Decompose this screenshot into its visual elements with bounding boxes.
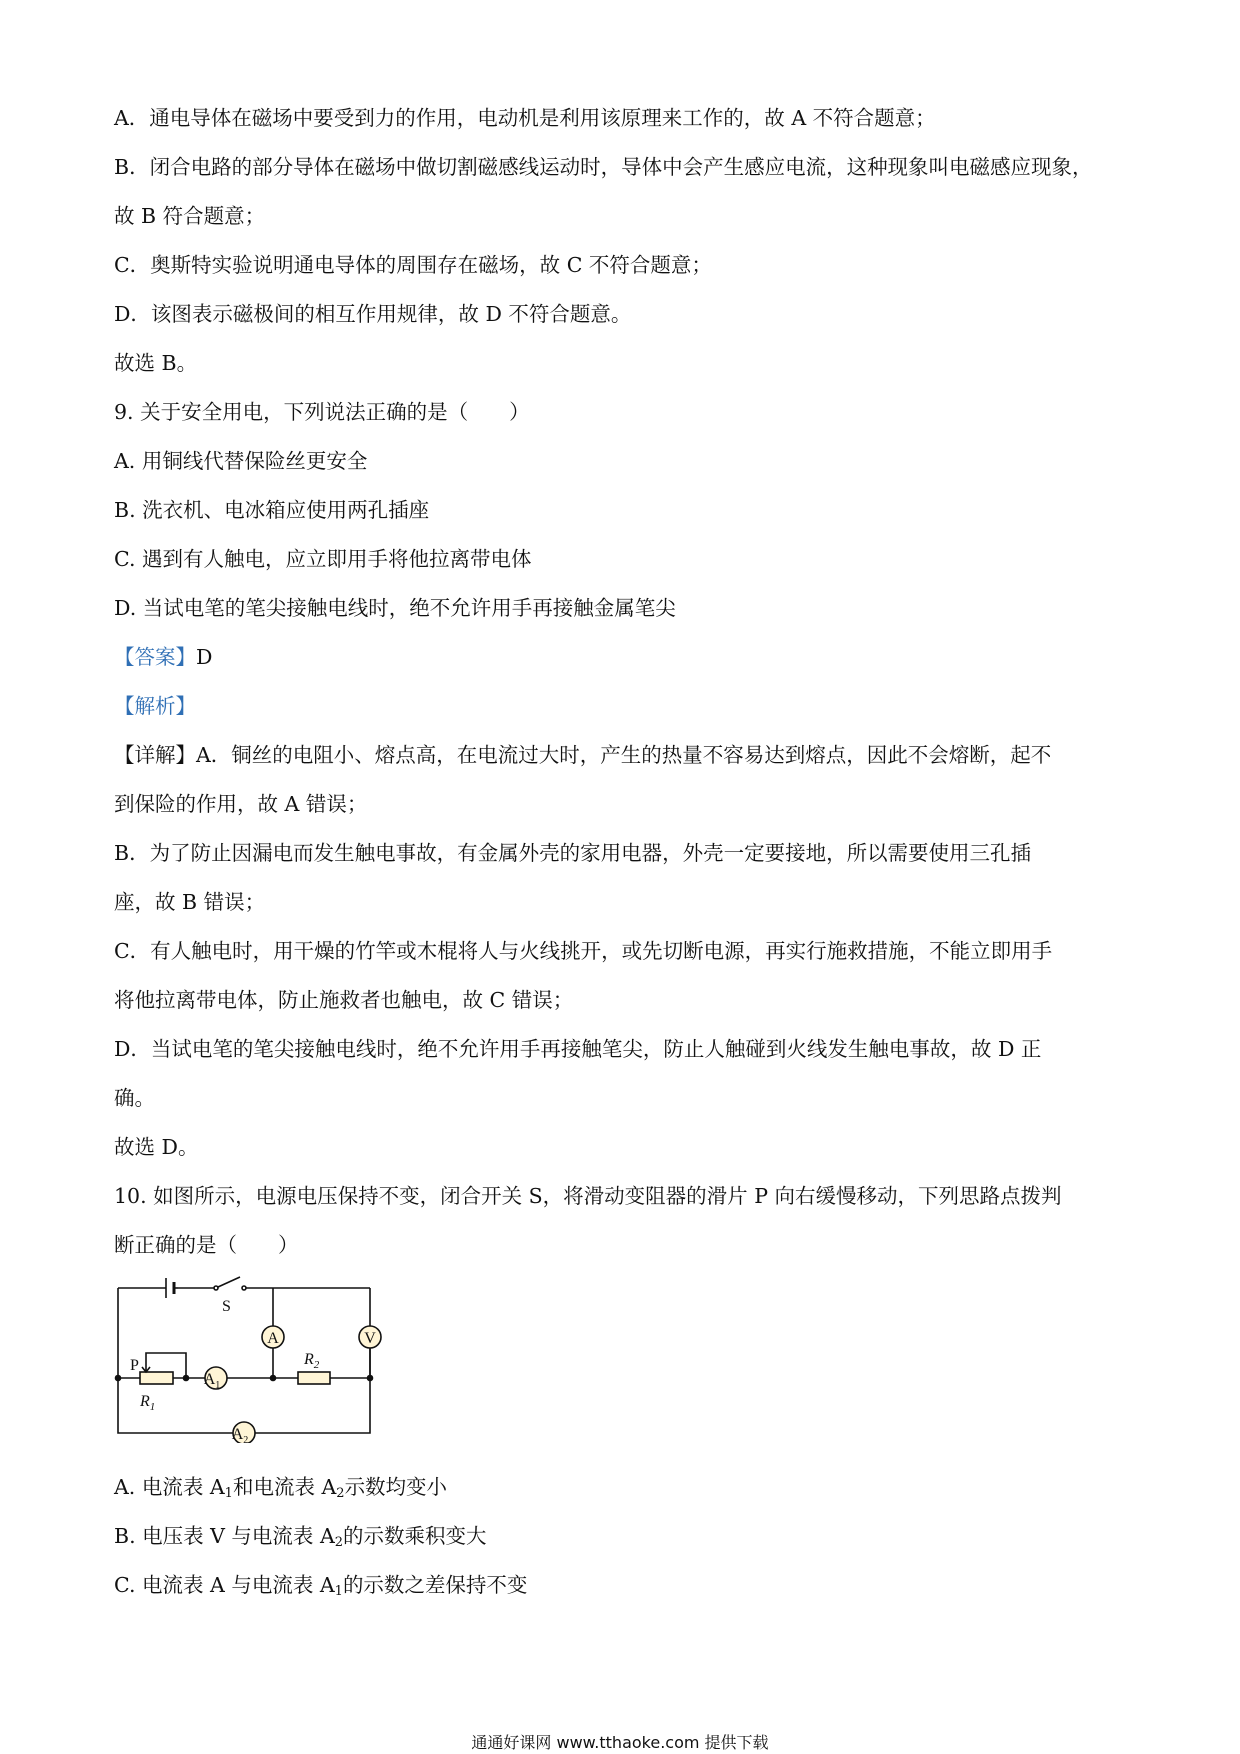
voltmeter-v-label: V <box>364 1330 376 1347</box>
r2-sub: 2 <box>313 1359 320 1371</box>
answer-label: 【答案】 <box>114 645 196 669</box>
q9-answer <box>114 642 212 672</box>
slider-arrow <box>142 1366 150 1372</box>
r2-label <box>303 1351 320 1371</box>
opt-a-sub-1: 1 <box>224 1486 233 1501</box>
opt-b-text-1: B. 电压表 V 与电流表 A <box>114 1524 335 1548</box>
opt-c-text-2: 的示数之差保持不变 <box>342 1573 528 1597</box>
switch-label: S <box>222 1298 231 1315</box>
node-slider <box>184 1376 189 1381</box>
answer-value: D <box>196 645 213 669</box>
outer-wire <box>118 1288 370 1433</box>
r1-letter: R <box>140 1393 150 1410</box>
switch-contact-right <box>242 1286 246 1290</box>
analysis-line-a: A．通电导体在磁场中要受到力的作用，电动机是利用该原理来工作的，故 A 不符合题意； <box>114 106 936 130</box>
q10-stem: 10. 如图所示，电源电压保持不变，闭合开关 S，将滑动变阻器的滑片 P 向右缓慢移动，下列思路点拨判 <box>114 1184 1062 1208</box>
opt-c-text-1: C. 电流表 A 与电流表 A <box>114 1573 335 1597</box>
analysis-line-c: C．奥斯特实验说明通电导体的周围存在磁场，故 C 不符合题意； <box>114 253 712 277</box>
q10-option-a <box>114 1472 447 1509</box>
a1-letter: A <box>203 1371 216 1388</box>
q9-detail-2: 到保险的作用，故 A 错误； <box>114 792 368 816</box>
q9-detail-8: 确。 <box>114 1086 155 1110</box>
r2-letter: R <box>304 1351 314 1368</box>
r1-sub: 1 <box>149 1401 156 1413</box>
a2-letter: A <box>231 1426 244 1443</box>
q9-conclusion: 故选 D。 <box>114 1135 199 1159</box>
rheostat-r1 <box>140 1372 173 1384</box>
detail-text: A．铜丝的电阻小、熔点高，在电流过大时，产生的热量不容易达到熔点，因此不会熔断，起不 <box>196 743 1052 767</box>
opt-a-text-1: A. 电流表 A <box>114 1475 225 1499</box>
analysis-conclusion: 故选 B。 <box>114 351 198 375</box>
analysis-label: 【解析】 <box>114 694 196 718</box>
q9-option-d: D. 当试电笔的笔尖接触电线时，绝不允许用手再接触金属笔尖 <box>114 596 676 620</box>
node-right <box>368 1376 373 1381</box>
q9-detail-7: D．当试电笔的笔尖接触电线时，绝不允许用手再接触笔尖，防止人触碰到火线发生触电事故，故 D 正 <box>114 1037 1042 1061</box>
analysis-line-b-cont: 故 B 符合题意； <box>114 204 266 228</box>
q9-detail-4: 座，故 B 错误； <box>114 890 266 914</box>
r1-label <box>139 1393 155 1413</box>
q10-stem-cont: 断正确的是（ ） <box>114 1233 299 1257</box>
a2-sub: 2 <box>243 1435 249 1443</box>
q9-detail-6: 将他拉离带电体，防止施救者也触电，故 C 错误； <box>114 988 574 1012</box>
slider-label: P <box>130 1357 139 1374</box>
opt-a-text-2: 和电流表 A <box>232 1475 337 1499</box>
q10-option-c <box>114 1570 527 1607</box>
q9-detail-1 <box>114 740 1051 770</box>
node-left <box>116 1376 121 1381</box>
opt-b-sub-1: 2 <box>334 1535 344 1550</box>
switch-contact-left <box>214 1286 218 1290</box>
q10-option-b <box>114 1521 487 1558</box>
opt-b-text-2: 的示数乘积变大 <box>343 1524 487 1548</box>
opt-c-sub-1: 1 <box>334 1584 343 1599</box>
q9-option-b: B. 洗衣机、电冰箱应使用两孔插座 <box>114 498 430 522</box>
circuit-diagram <box>108 1268 398 1443</box>
q9-detail-5: C．有人触电时，用干燥的竹竿或木棍将人与火线挑开，或先切断电源，再实行施救措施，不能立即用手 <box>114 939 1053 963</box>
q9-stem: 9. 关于安全用电，下列说法正确的是（ ） <box>114 400 530 424</box>
opt-a-sub-2: 2 <box>336 1486 345 1501</box>
page-footer: 通通好课网 www.tthaoke.com 提供下载 <box>471 1733 769 1752</box>
opt-a-text-3: 示数均变小 <box>344 1475 448 1499</box>
q9-option-c: C. 遇到有人触电，应立即用手将他拉离带电体 <box>114 547 532 571</box>
analysis-line-d: D．该图表示磁极间的相互作用规律，故 D 不符合题意。 <box>114 302 632 326</box>
a1-sub: 1 <box>215 1380 221 1391</box>
analysis-line-b: B．闭合电路的部分导体在磁场中做切割磁感线运动时，导体中会产生感应电流，这种现象叫电磁感应现象， <box>114 155 1093 179</box>
switch-blade <box>218 1277 240 1287</box>
node-middle <box>271 1376 276 1381</box>
q9-option-a: A. 用铜线代替保险丝更安全 <box>114 449 368 473</box>
resistor-r2 <box>298 1372 330 1384</box>
q9-detail-3: B．为了防止因漏电而发生触电事故，有金属外壳的家用电器，外壳一定要接地，所以需要使用三孔插 <box>114 841 1032 865</box>
ammeter-a-label: A <box>267 1330 279 1347</box>
detail-label: 【详解】 <box>114 743 196 767</box>
